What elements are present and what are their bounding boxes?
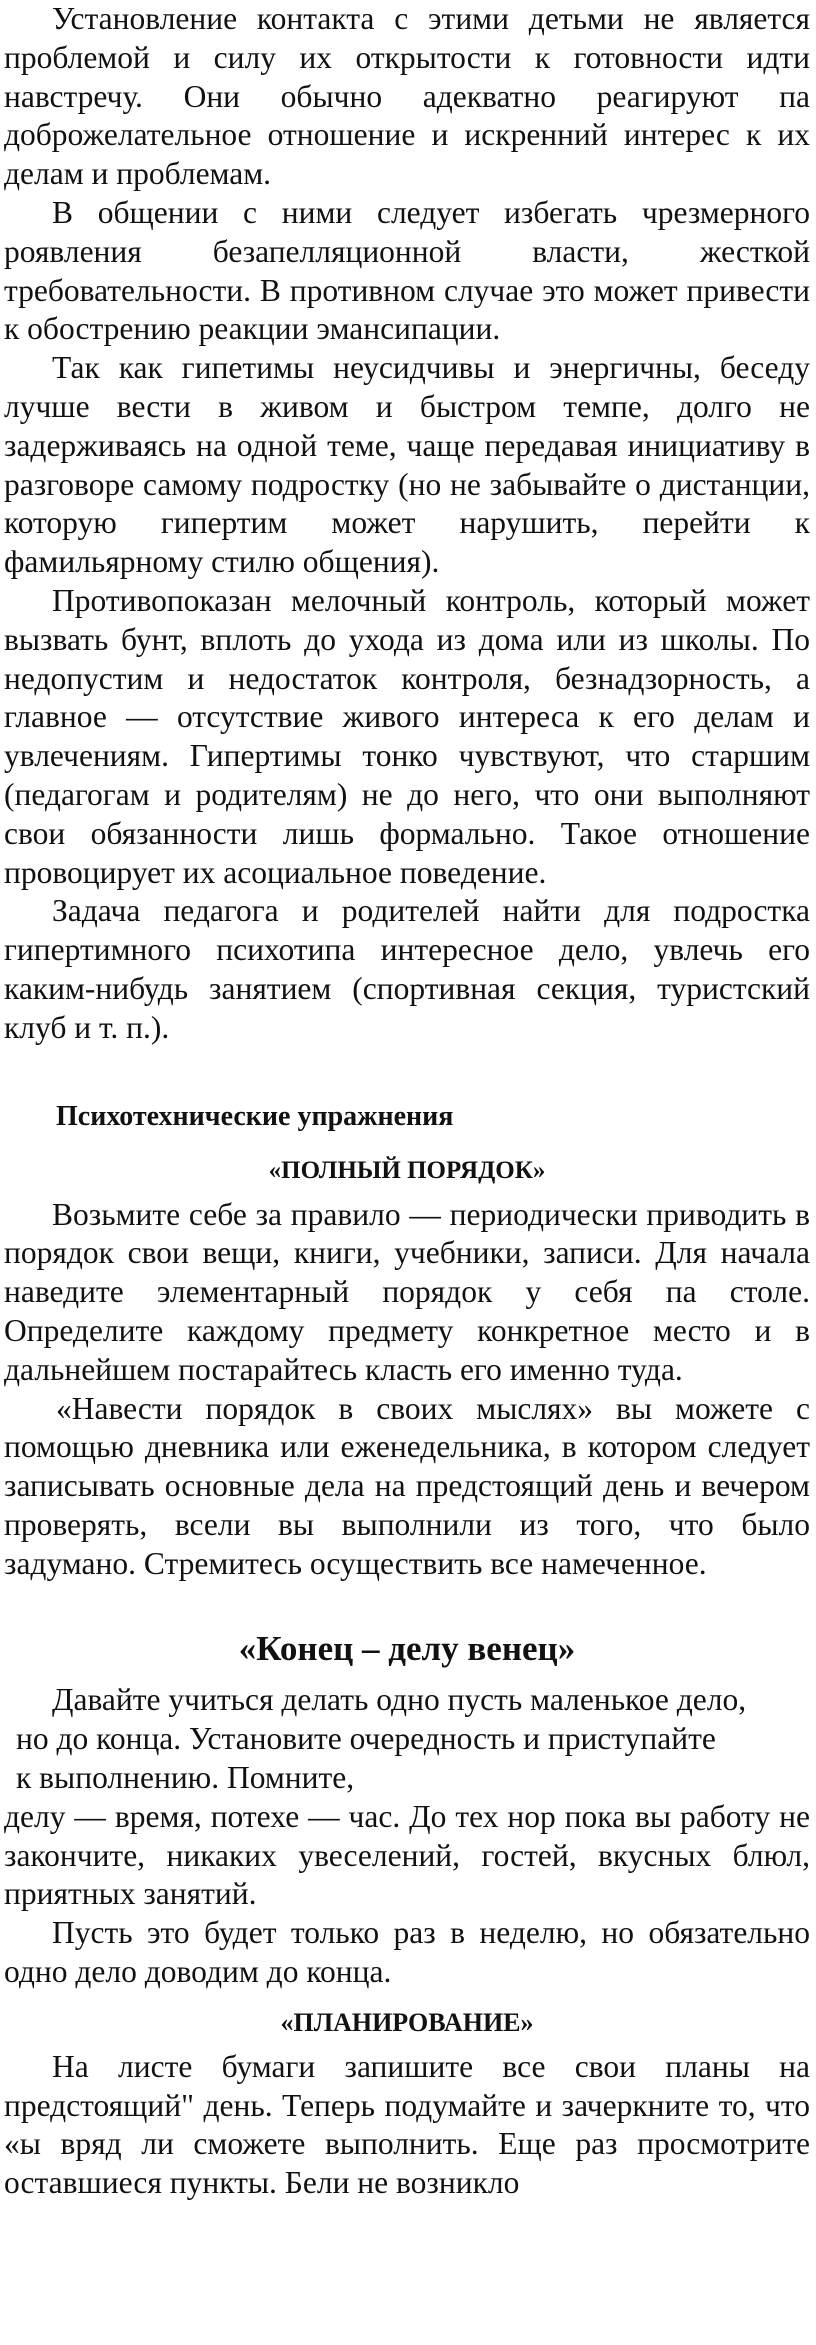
heading-psychotechnical-exercises: Психотехнические упражнения: [56, 1100, 454, 1132]
paragraph-order-thoughts: «Навести порядок в своих мыслях» вы можете с помощью дневника или еженедельника, в котором следует записывать основные дела на предстоящий день и вечером проверять, всели вы выполнили из того, что было задумано. Стремитесь осуществить все намеченное.: [4, 1390, 810, 1581]
paragraph-end-line-1: Давайте учиться делать одно пусть маленькое дело,: [52, 1682, 747, 1718]
paragraph-conversation-pace: Так как гипетимы неусидчивы и энергичны, беседу лучше вести в живом и быстром темпе, долго не задерживаясь на одной теме, чаще передавая инициативу в разговоре самому подростку (но не забывайте о дистанции, которую гипертим может нарушить, перейти к фамильярному стилю общения).: [4, 350, 810, 580]
paragraph-control: Противопоказан мелочный контроль, который может вызвать бунт, вплоть до ухода из дома или из школы. По недопустим и недостаток контроля, безнадзорность, а главное — отсутствие живого интереса к его делам и увлечениям. Гипертимы тонко чувствуют, что старшим (педагогам и родителям) не до него, что они выполняют свои обязанности лишь формально. Такое отношение провоцирует их асоциальное поведение.: [4, 582, 810, 890]
paragraph-order-rule: Возьмите себе за правило — периодически приводить в порядок свои вещи, книги, учебники, записи. Для начала наведите элементарный порядок у себя па столе. Определите каждому предмету конкретное место и в дальнейшем постарайтесь класть его именно туда.: [4, 1196, 810, 1387]
paragraph-contact: Установление контакта с этими детьми не является проблемой и силу их открытости к готовности идти навстречу. Они обычно адекватно реагируют па доброжелательное отношение и искренний интерес к их делам и проблемам.: [4, 1, 810, 192]
heading-planning: «ПЛАНИРОВАНИЕ»: [280, 2007, 534, 2037]
paragraph-once-a-week: Пусть это будет только раз в неделю, но обязательно одно дело доводим до конца.: [4, 1915, 810, 1990]
heading-end-crowns-work: «Конец – делу венец»: [238, 1629, 576, 1669]
paragraph-end-line-3: к выполнению. Помните,: [16, 1760, 355, 1796]
paragraph-end-first: [4, 1681, 810, 1914]
paragraph-end-rest: делу — время, потехе — час. До тех нор пока вы работу не закончите, никаких увеселений, гостей, вкусных блюл, приятных занятий.: [4, 1798, 810, 1912]
paragraph-end-line-2: но до конца. Установите очередность и приступайте: [16, 1721, 716, 1757]
paragraph-planning: На листе бумаги запишите все свои планы на предстоящий" день. Теперь подумайте и зачеркните то, что «ы вряд ли сможете выполнить. Еще раз просмотрите оставшиеся пункты. Бели не возникло: [4, 2048, 810, 2201]
paragraph-communication: В общении с ними следует избегать чрезмерного роявления безапелляционной власти, жесткой требовательности. В противном случае это может привести к обострению реакции эмансипации.: [4, 194, 810, 347]
heading-full-order: «ПОЛНЫЙ ПОРЯДОК»: [268, 1156, 546, 1184]
paragraph-task: Задача педагога и родителей найти для подростка гипертимного психотипа интересное дело, увлечь его каким-нибудь занятием (спортивная секция, туристский клуб и т. п.).: [4, 893, 810, 1045]
